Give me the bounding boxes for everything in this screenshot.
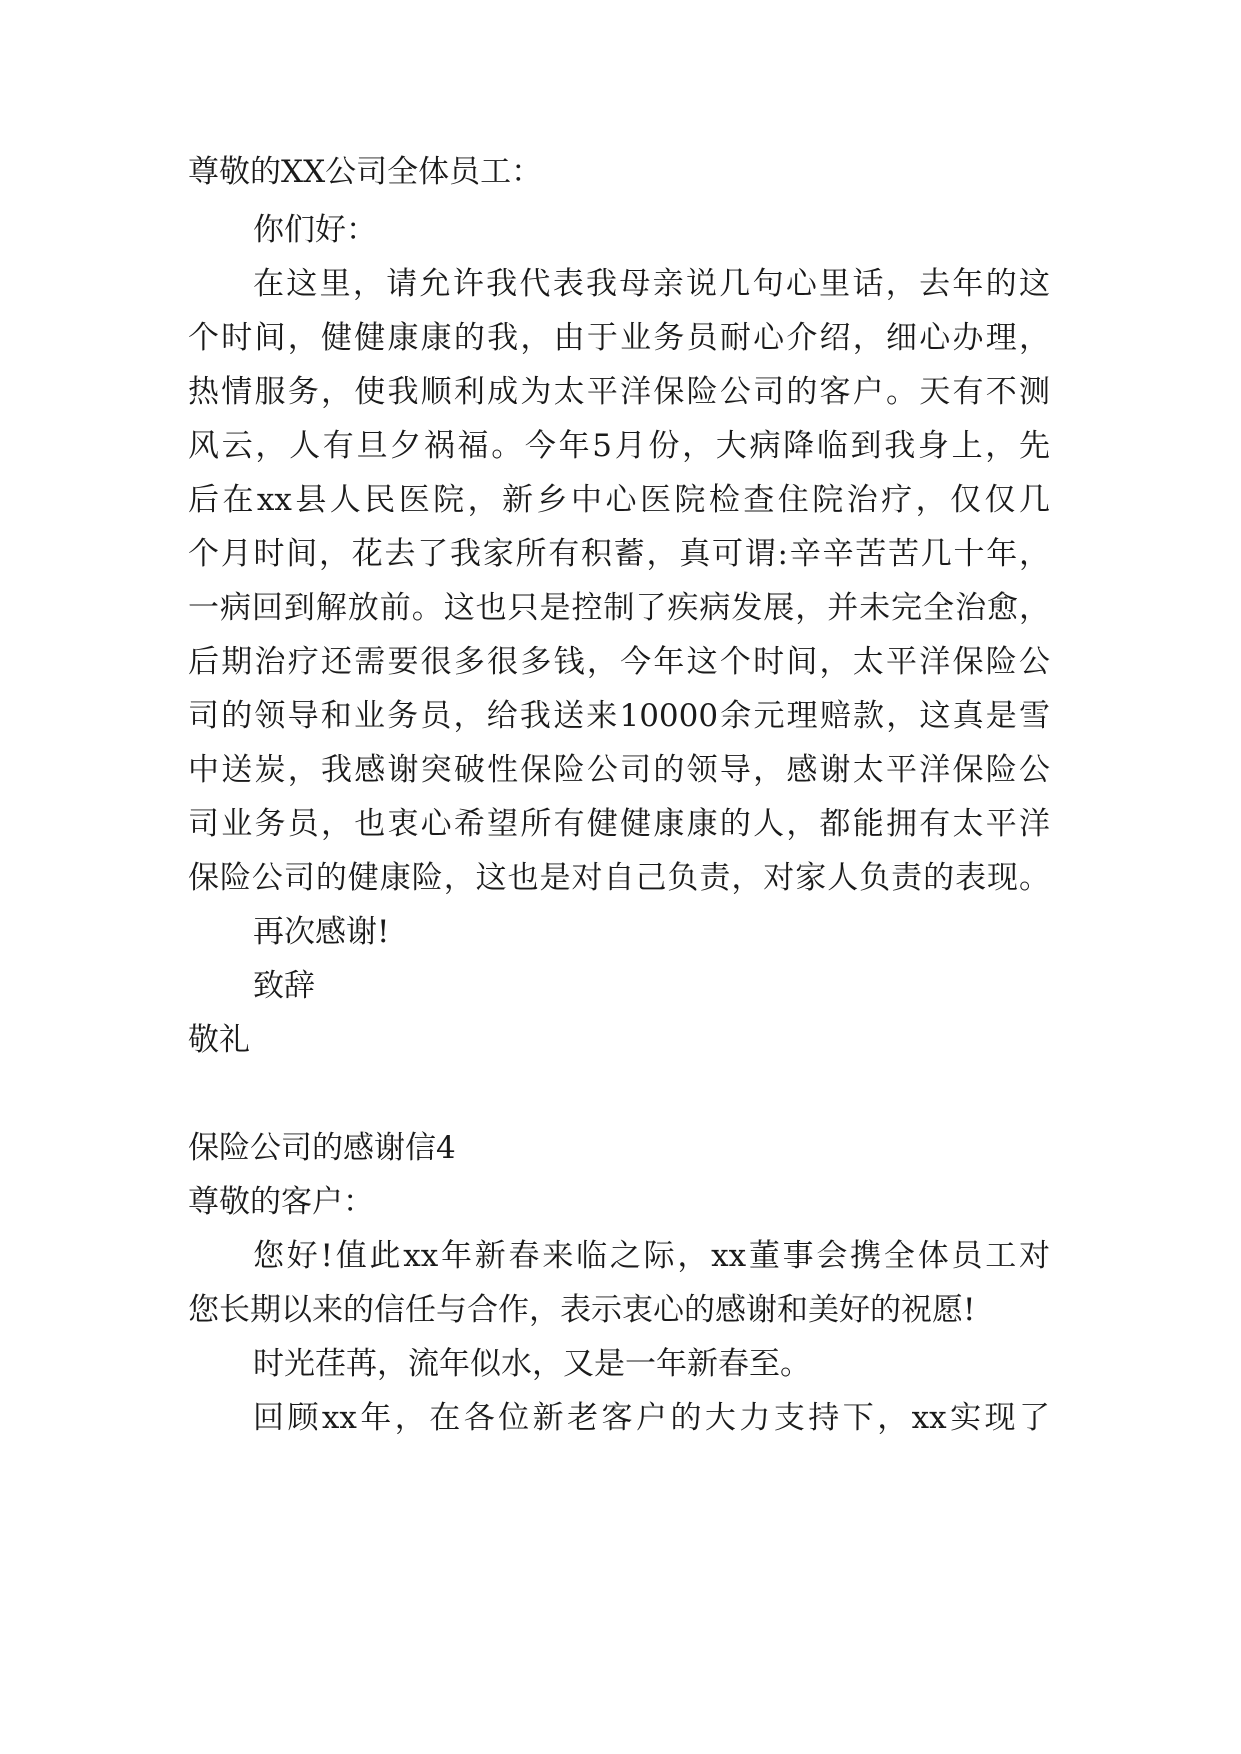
letter3-regards: 敬礼: [188, 1022, 250, 1058]
letter3-body-line: 后在xx县人民医院，新乡中心医院检查住院治疗，仅仅几: [188, 482, 1050, 518]
letter3-body-line: 保险公司的健康险，这也是对自己负责，对家人负责的表现。: [188, 860, 1050, 896]
letter3-body-line: 司的领导和业务员，给我送来10000余元理赔款，这真是雪: [188, 698, 1050, 734]
letter3-body-line: 一病回到解放前。这也只是控制了疾病发展，并未完全治愈，: [188, 590, 1050, 626]
letter3-greeting: 你们好：: [253, 212, 377, 248]
letter3-salutation: 尊敬的XX公司全体员工：: [188, 154, 543, 190]
letter3-closing: 致辞: [253, 968, 315, 1004]
letter3-body-line: 个月时间，花去了我家所有积蓄，真可谓:辛辛苦苦几十年，: [188, 536, 1050, 572]
letter4-salutation: 尊敬的客户：: [188, 1184, 374, 1220]
letter4-body-line: 您长期以来的信任与合作，表示衷心的感谢和美好的祝愿!: [188, 1292, 976, 1328]
letter4-paragraph: 时光荏苒，流年似水，又是一年新春至。: [253, 1346, 811, 1382]
letter3-body-line: 后期治疗还需要很多很多钱，今年这个时间，太平洋保险公: [188, 644, 1050, 680]
letter3-body-line: 中送炭，我感谢突破性保险公司的领导，感谢太平洋保险公: [188, 752, 1050, 788]
letter3-body-line: 风云，人有旦夕祸福。今年5月份，大病降临到我身上，先: [188, 428, 1050, 464]
letter3-thanks-again: 再次感谢!: [253, 914, 390, 950]
letter3-body-line: 司业务员，也衷心希望所有健健康康的人，都能拥有太平洋: [188, 806, 1050, 842]
letter3-body-line: 在这里，请允许我代表我母亲说几句心里话，去年的这: [253, 266, 1050, 302]
letter3-body-line: 个时间，健健康康的我，由于业务员耐心介绍，细心办理，: [188, 320, 1050, 356]
letter4-body-line: 您好!值此xx年新春来临之际，xx董事会携全体员工对: [253, 1238, 1050, 1274]
letter4-paragraph: 回顾xx年，在各位新老客户的大力支持下，xx实现了: [253, 1400, 1050, 1436]
letter3-body-line: 热情服务，使我顺利成为太平洋保险公司的客户。天有不测: [188, 374, 1050, 410]
letter4-title: 保险公司的感谢信4: [188, 1130, 456, 1166]
